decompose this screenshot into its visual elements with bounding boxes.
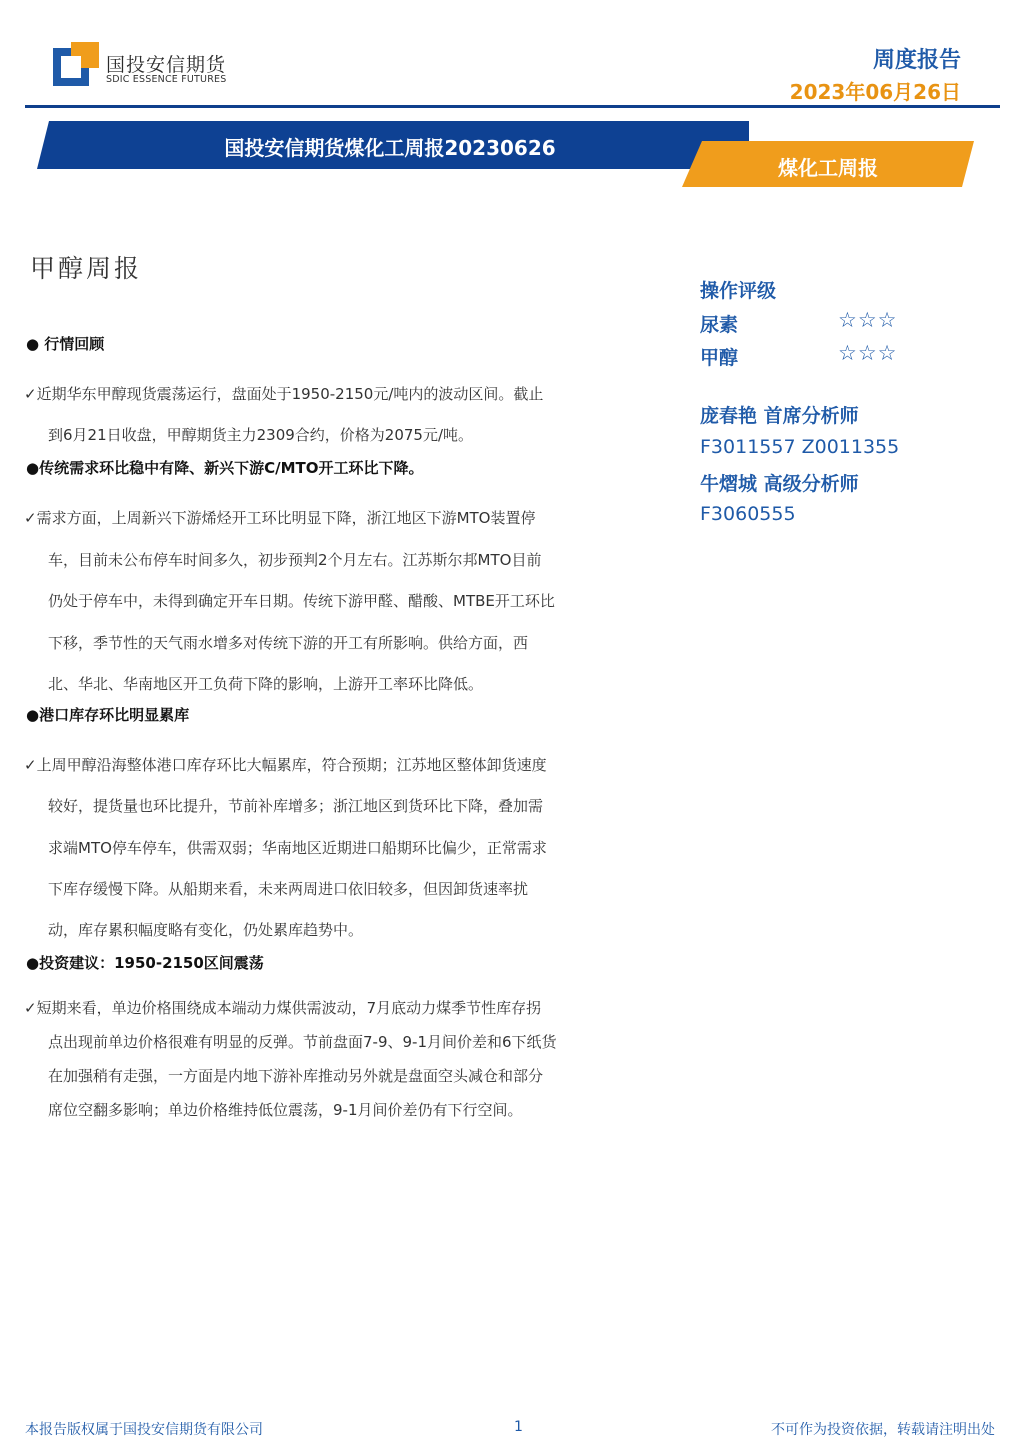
rating-name-urea: 尿素: [700, 314, 739, 336]
analyst-2-name-title: 牛熠城 高级分析师: [700, 473, 859, 495]
text-line: 点出现前单边价格很难有明显的反弹。节前盘面7-9、9-1月间价差和6下纸货: [48, 1033, 557, 1051]
report-category: 煤化工周报: [778, 156, 878, 180]
section-heading-demand: ●传统需求环比稳中有降、新兴下游C/MTO开工环比下降。: [26, 459, 424, 477]
text-line: ✓需求方面，上周新兴下游烯烃开工环比明显下降，浙江地区下游MTO装置停: [24, 509, 536, 527]
footer-disclaimer: 不可作为投资依据，转载请注明出处: [771, 1422, 995, 1438]
header-divider: [25, 105, 1000, 108]
section-heading-market-review: ● 行情回顾: [26, 335, 105, 353]
rating-name-methanol: 甲醇: [700, 347, 739, 369]
text-line: 在加强稍有走强，一方面是内地下游补库推动另外就是盘面空头减仓和部分: [48, 1067, 544, 1085]
analyst-2-license: F3060555: [700, 503, 796, 525]
section-body-demand: [24, 498, 624, 706]
rating-title: 操作评级: [700, 280, 777, 302]
text-line: 下库存缓慢下降。从船期来看，未来两周进口依旧较多，但因卸货速率扰: [48, 879, 529, 898]
report-date: 2023年06月26日: [789, 80, 961, 104]
page-title: 甲醇周报: [30, 254, 143, 283]
text-line: 较好，提货量也环比提升，节前补库增多；浙江地区到货环比下降，叠加需: [48, 797, 544, 816]
text-line: 北、华北、华南地区开工负荷下降的影响，上游开工率环比降低。: [48, 675, 484, 693]
rating-stars-urea: ☆☆☆: [838, 308, 898, 332]
logo-english-name: SDIC ESSENCE FUTURES: [106, 74, 227, 85]
section-body-investment-advice: [24, 991, 624, 1127]
analyst-1-name-title: 庞春艳 首席分析师: [700, 405, 859, 427]
text-line: 到6月21日收盘，甲醇期货主力2309合约，价格为2075元/吨。: [48, 426, 474, 444]
text-line: ✓近期华东甲醇现货震荡运行，盘面处于1950-2150元/吨内的波动区间。截止: [24, 385, 544, 403]
text-line: 下移，季节性的天气雨水增多对传统下游的开工有所影响。供给方面，西: [48, 633, 529, 652]
text-line: 动，库存累积幅度略有变化，仍处累库趋势中。: [48, 921, 364, 940]
footer-copyright: 本报告版权属于国投安信期货有限公司: [25, 1422, 263, 1438]
section-body-port-inventory: [24, 745, 624, 951]
text-line: 车，目前未公布停车时间多久，初步预判2个月左右。江苏斯尔邦MTO目前: [48, 550, 542, 569]
sdic-logo-icon: [53, 42, 99, 86]
rating-stars-methanol: ☆☆☆: [838, 341, 898, 365]
text-line: ✓上周甲醇沿海整体港口库存环比大幅累库，符合预期；江苏地区整体卸货速度: [24, 756, 547, 774]
logo-chinese-name: 国投安信期货: [106, 54, 227, 76]
text-line: 仍处于停车中，未得到确定开车日期。传统下游甲醛、醋酸、MTBE开工环比: [48, 592, 555, 610]
page-number: 1: [514, 1419, 523, 1435]
section-body-market-review: [24, 374, 624, 456]
text-line: 席位空翻多影响；单边价格维持低位震荡，9-1月间价差仍有下行空间。: [48, 1101, 523, 1119]
report-title: 国投安信期货煤化工周报20230626: [224, 136, 556, 160]
report-type: 周度报告: [872, 48, 961, 73]
analyst-1-license: F3011557 Z0011355: [700, 436, 900, 458]
text-line: 求端MTO停车停车，供需双弱；华南地区近期进口船期环比偏少，正常需求: [48, 838, 547, 857]
section-heading-investment-advice: ●投资建议：1950-2150区间震荡: [26, 954, 264, 972]
text-line: ✓短期来看，单边价格围绕成本端动力煤供需波动，7月底动力煤季节性库存拐: [24, 999, 542, 1017]
section-heading-port-inventory: ●港口库存环比明显累库: [26, 706, 190, 724]
